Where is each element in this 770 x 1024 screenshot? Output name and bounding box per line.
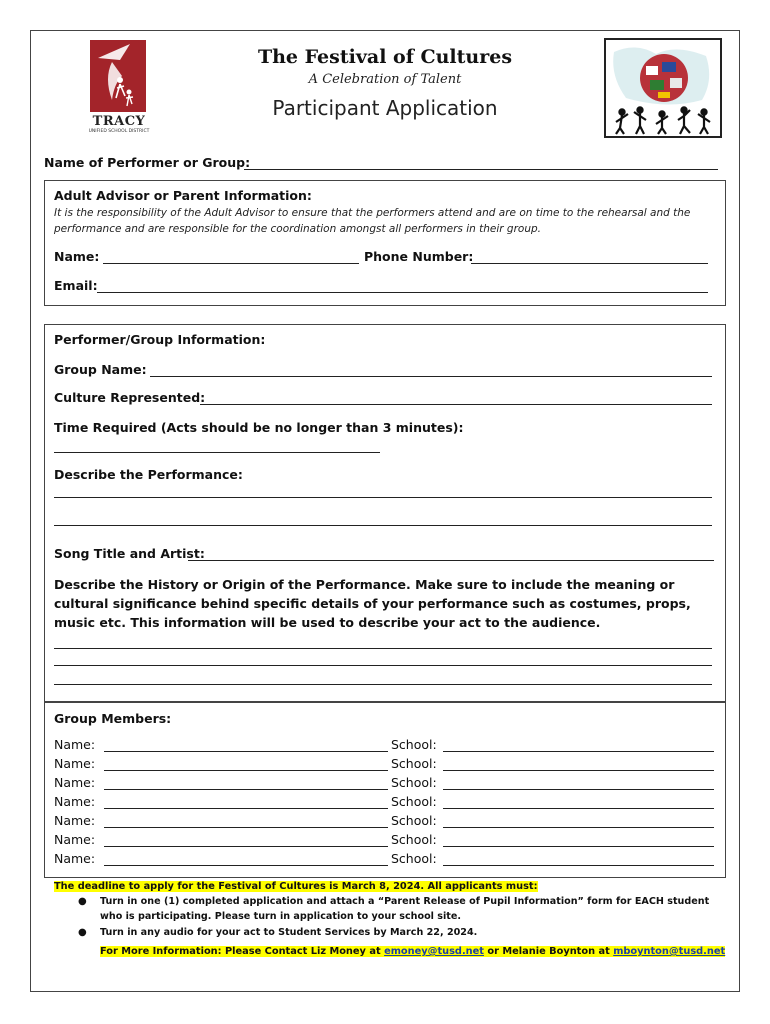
member-name-field[interactable] bbox=[104, 865, 388, 866]
member-school-field[interactable] bbox=[443, 846, 714, 847]
song-label: Song Title and Artist: bbox=[54, 546, 205, 561]
member-name-label: Name: bbox=[54, 813, 96, 828]
member-name-field[interactable] bbox=[104, 808, 388, 809]
member-name-label: Name: bbox=[54, 794, 96, 809]
contact-middle: or Melanie Boynton at bbox=[483, 946, 614, 957]
member-name-label: Name: bbox=[54, 775, 96, 790]
group-info-heading: Performer/Group Information: bbox=[54, 332, 266, 347]
describe-label: Describe the Performance: bbox=[54, 467, 243, 482]
contact-prefix: For More Information: Please Contact Liz Money at bbox=[100, 946, 385, 957]
advisor-email-field[interactable] bbox=[97, 292, 708, 293]
advisor-email-label: Email: bbox=[54, 278, 98, 293]
deadline-text bbox=[54, 881, 538, 892]
performer-name-field[interactable] bbox=[244, 169, 718, 170]
song-field[interactable] bbox=[188, 560, 714, 561]
bullet-icon: ● bbox=[78, 896, 87, 907]
history-label: Describe the History or Origin of the Performance. Make sure to include the meaning or cultural significance behind specific details of your performance such as costumes, props, music etc. This information will be used to describe your act to the audience. bbox=[54, 577, 691, 630]
culture-label: Culture Represented: bbox=[54, 390, 206, 405]
advisor-name-label: Name: bbox=[54, 249, 100, 264]
member-name-field[interactable] bbox=[104, 789, 388, 790]
group-info-section bbox=[44, 324, 726, 702]
footer-bullet: Turn in any audio for your act to Student Services by March 22, 2024. bbox=[100, 927, 478, 938]
page-subtitle: A Celebration of Talent bbox=[308, 72, 462, 87]
logo-text: TRACY bbox=[92, 114, 146, 129]
member-school-label: School: bbox=[391, 756, 437, 771]
group-name-field[interactable] bbox=[150, 376, 712, 377]
member-school-label: School: bbox=[391, 832, 437, 847]
members-heading: Group Members: bbox=[54, 711, 172, 726]
advisor-heading: Adult Advisor or Parent Information: bbox=[54, 188, 312, 203]
member-school-field[interactable] bbox=[443, 808, 714, 809]
describe-field-line[interactable] bbox=[54, 525, 712, 526]
festival-image bbox=[604, 38, 722, 138]
performer-name-label: Name of Performer or Group: bbox=[44, 155, 251, 170]
member-school-field[interactable] bbox=[443, 751, 714, 752]
time-label: Time Required (Acts should be no longer than 3 minutes): bbox=[54, 420, 464, 435]
email-link-melanie[interactable]: mboynton@tusd.net bbox=[613, 946, 726, 957]
email-link-liz[interactable]: emoney@tusd.net bbox=[384, 946, 484, 957]
page-title: The Festival of Cultures bbox=[257, 46, 513, 68]
district-logo bbox=[88, 40, 148, 134]
members-section bbox=[44, 702, 726, 878]
history-field-line[interactable] bbox=[54, 665, 712, 666]
member-school-label: School: bbox=[391, 775, 437, 790]
advisor-phone-field[interactable] bbox=[471, 263, 708, 264]
group-name-label: Group Name: bbox=[54, 362, 147, 377]
footer-bullet: Turn in one (1) completed application and attach a “Parent Release of Pupil Information” form for EACH student who is participating. Please turn in application to your school site. bbox=[100, 896, 710, 922]
deadline-highlight: The deadline to apply for the Festival of Cultures is March 8, 2024. All applicants must: bbox=[54, 881, 538, 892]
member-school-label: School: bbox=[391, 813, 437, 828]
advisor-phone-label: Phone Number: bbox=[364, 249, 474, 264]
member-name-label: Name: bbox=[54, 832, 96, 847]
logo-subtext: UNIFIED SCHOOL DISTRICT bbox=[88, 129, 150, 134]
member-school-label: School: bbox=[391, 737, 437, 752]
history-field-line[interactable] bbox=[54, 648, 712, 649]
describe-field-line[interactable] bbox=[54, 497, 712, 498]
bullet-icon: ● bbox=[78, 927, 87, 938]
member-name-label: Name: bbox=[54, 851, 96, 866]
member-school-field[interactable] bbox=[443, 865, 714, 866]
member-name-field[interactable] bbox=[104, 770, 388, 771]
member-school-field[interactable] bbox=[443, 827, 714, 828]
logo-emblem bbox=[90, 40, 146, 112]
member-school-field[interactable] bbox=[443, 770, 714, 771]
form-heading: Participant Application bbox=[272, 96, 498, 120]
advisor-name-field[interactable] bbox=[103, 263, 359, 264]
member-school-label: School: bbox=[391, 794, 437, 809]
member-name-field[interactable] bbox=[104, 827, 388, 828]
member-name-field[interactable] bbox=[104, 846, 388, 847]
advisor-note: It is the responsibility of the Adult Advisor to ensure that the performers attend and are on time to the rehearsal and the performance and are responsible for the coordination amongst all performers in their group. bbox=[54, 207, 691, 235]
contact-line bbox=[100, 946, 725, 957]
culture-field[interactable] bbox=[200, 404, 712, 405]
member-name-label: Name: bbox=[54, 756, 96, 771]
time-field[interactable] bbox=[54, 452, 380, 453]
member-name-label: Name: bbox=[54, 737, 96, 752]
history-field-line[interactable] bbox=[54, 684, 712, 685]
member-school-field[interactable] bbox=[443, 789, 714, 790]
member-name-field[interactable] bbox=[104, 751, 388, 752]
member-school-label: School: bbox=[391, 851, 437, 866]
